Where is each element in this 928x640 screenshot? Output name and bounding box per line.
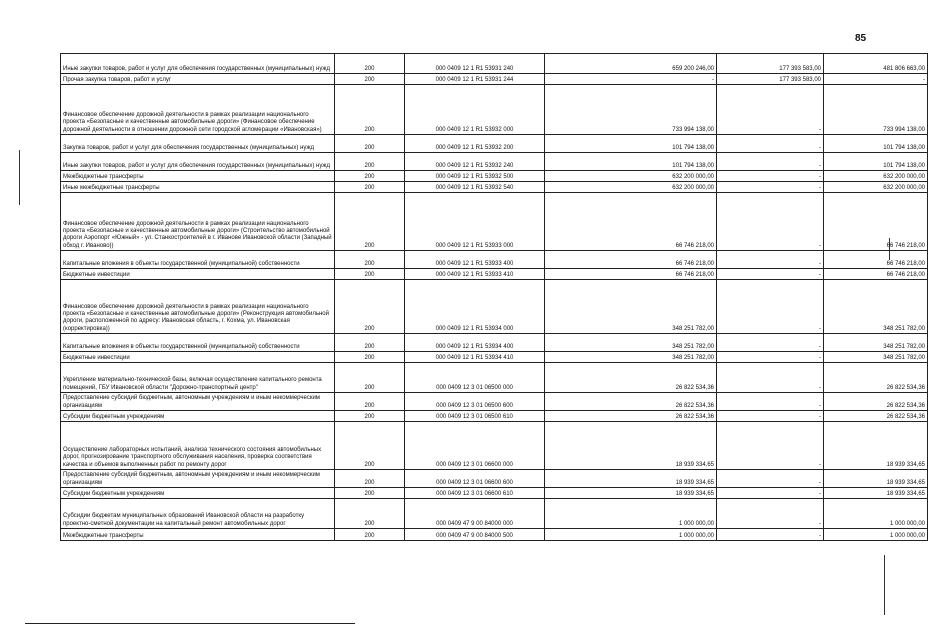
row-value-3: 26 822 534,36 <box>824 363 928 393</box>
row-kvsr: 200 <box>335 499 405 529</box>
row-code: 000 0409 12 1 R1 53934 000 <box>405 280 545 334</box>
row-code: 000 0409 12 3 01 06500 600 <box>405 393 545 411</box>
table-row <box>61 74 928 85</box>
table-row <box>61 352 928 363</box>
row-name: Предоставление субсидий бюджетным, автономным учреждениям и иным некоммерческим организациям <box>61 470 335 488</box>
row-code: 000 0409 12 1 R1 53931 244 <box>405 74 545 85</box>
table-row <box>61 269 928 280</box>
row-kvsr: 200 <box>335 269 405 280</box>
row-value-2: - <box>717 411 824 422</box>
row-value-1: 18 939 334,65 <box>545 488 717 499</box>
row-code: 000 0409 12 1 R1 53934 400 <box>405 334 545 352</box>
row-value-3: 18 939 334,65 <box>824 488 928 499</box>
row-name: Иные межбюджетные трансферты <box>61 182 335 193</box>
row-name: Финансовое обеспечение дорожной деятельности в рамках реализации национального проекта «Безопасные и качественные автомобильные дороги» (Строительство автомобильной дороги Аэропорт «Южный» - ул. Станкостроителей в г. Иванове Ивановской области (Западный обход г. Иваново)) <box>61 193 335 251</box>
row-value-1: 18 939 334,65 <box>545 470 717 488</box>
row-name: Прочая закупка товаров, работ и услуг <box>61 74 335 85</box>
row-name: Межбюджетные трансферты <box>61 529 335 541</box>
row-value-1: 101 794 138,00 <box>545 153 717 171</box>
table-row <box>61 411 928 422</box>
row-code: 000 0409 47 9 00 84000 000 <box>405 499 545 529</box>
table-row <box>61 393 928 411</box>
table-row <box>61 529 928 541</box>
row-name: Укрепление материально-технической базы, включая осуществление капитального ремонта помещений, ГБУ Ивановской области "Дорожно-транспортный центр" <box>61 363 335 393</box>
table-row <box>61 85 928 135</box>
row-value-2: - <box>717 529 824 541</box>
row-code: 000 0409 12 1 R1 53932 200 <box>405 135 545 153</box>
row-value-3: 66 746 218,00 <box>824 269 928 280</box>
row-value-3: 66 746 218,00 <box>824 251 928 269</box>
row-kvsr: 200 <box>335 470 405 488</box>
table-row <box>61 153 928 171</box>
row-name: Субсидии бюджетным учреждениям <box>61 411 335 422</box>
table-row <box>61 54 928 74</box>
row-value-2: 177 393 583,00 <box>717 74 824 85</box>
row-name: Капитальные вложения в объекты государственной (муниципальной) собственности <box>61 251 335 269</box>
row-value-3: 101 794 138,00 <box>824 135 928 153</box>
table-row <box>61 280 928 334</box>
row-value-2: - <box>717 363 824 393</box>
row-kvsr: 200 <box>335 529 405 541</box>
row-value-2: - <box>717 182 824 193</box>
row-value-3: 348 251 782,00 <box>824 352 928 363</box>
row-value-3: 481 806 663,00 <box>824 54 928 74</box>
row-name: Предоставление субсидий бюджетным, автономным учреждениям и иным некоммерческим организациям <box>61 393 335 411</box>
row-kvsr: 200 <box>335 85 405 135</box>
row-kvsr: 200 <box>335 74 405 85</box>
row-kvsr: 200 <box>335 488 405 499</box>
budget-table <box>60 53 928 541</box>
row-kvsr: 200 <box>335 135 405 153</box>
row-value-3: 26 822 534,36 <box>824 411 928 422</box>
row-name: Закупка товаров, работ и услуг для обеспечения государственных (муниципальных) нужд <box>61 135 335 153</box>
page-number: 85 <box>855 33 867 44</box>
row-value-2: - <box>717 488 824 499</box>
row-code: 000 0409 12 1 R1 53934 410 <box>405 352 545 363</box>
row-value-3: 18 939 334,65 <box>824 470 928 488</box>
row-code: 000 0409 12 1 R1 53933 000 <box>405 193 545 251</box>
row-code: 000 0409 12 1 R1 53932 240 <box>405 153 545 171</box>
row-kvsr: 200 <box>335 251 405 269</box>
row-value-1: 348 251 782,00 <box>545 280 717 334</box>
row-code: 000 0409 12 3 01 06500 610 <box>405 411 545 422</box>
row-code: 000 0409 12 1 R1 53933 400 <box>405 251 545 269</box>
row-name: Бюджетные инвестиции <box>61 352 335 363</box>
row-name: Иные закупки товаров, работ и услуг для обеспечения государственных (муниципальных) нужд <box>61 153 335 171</box>
row-value-2: - <box>717 280 824 334</box>
table-row <box>61 135 928 153</box>
table-row <box>61 363 928 393</box>
row-name: Финансовое обеспечение дорожной деятельности в рамках реализации национального проекта «Безопасные и качественные автомобильные дороги» (Финансовое обеспечение дорожной деятельности в отношении дорожной сети городской агломерации «Ивановская») <box>61 85 335 135</box>
table-row <box>61 182 928 193</box>
row-name: Бюджетные инвестиции <box>61 269 335 280</box>
row-kvsr: 200 <box>335 352 405 363</box>
row-value-2: - <box>717 153 824 171</box>
row-value-2: - <box>717 422 824 470</box>
row-value-1: 18 939 334,65 <box>545 422 717 470</box>
row-value-2: - <box>717 135 824 153</box>
row-value-1: 26 822 534,36 <box>545 393 717 411</box>
row-value-1: 348 251 782,00 <box>545 352 717 363</box>
row-kvsr: 200 <box>335 153 405 171</box>
row-value-3: 1 000 000,00 <box>824 499 928 529</box>
row-code: 000 0409 12 3 01 06600 610 <box>405 488 545 499</box>
row-code: 000 0409 47 9 00 84000 500 <box>405 529 545 541</box>
footer-rule <box>25 623 355 624</box>
right-edge-mark <box>884 555 885 615</box>
table-row <box>61 334 928 352</box>
row-code: 000 0409 12 1 R1 53932 500 <box>405 171 545 182</box>
row-value-1: 659 200 246,00 <box>545 54 717 74</box>
row-kvsr: 200 <box>335 422 405 470</box>
row-value-3: 26 822 534,36 <box>824 393 928 411</box>
row-code: 000 0409 12 3 01 06600 000 <box>405 422 545 470</box>
row-code: 000 0409 12 1 R1 53932 540 <box>405 182 545 193</box>
row-value-3: 1 000 000,00 <box>824 529 928 541</box>
row-name: Осуществление лабораторных испытаний, анализа технического состояния автомобильных дорог, прогнозирование транспортного обслуживания населения, проверка соответствия качества и объемов выполненных работ по ремонту дорог <box>61 422 335 470</box>
row-value-3: 18 939 334,65 <box>824 422 928 470</box>
row-value-2: 177 393 583,00 <box>717 54 824 74</box>
table-row <box>61 488 928 499</box>
row-kvsr: 200 <box>335 280 405 334</box>
row-value-1: - <box>545 74 717 85</box>
row-value-2: - <box>717 171 824 182</box>
row-value-1: 26 822 534,36 <box>545 411 717 422</box>
row-value-2: - <box>717 393 824 411</box>
row-kvsr: 200 <box>335 393 405 411</box>
row-kvsr: 200 <box>335 171 405 182</box>
row-kvsr: 200 <box>335 54 405 74</box>
row-value-3: 66 746 218,00 <box>824 193 928 251</box>
row-name: Финансовое обеспечение дорожной деятельности в рамках реализации национального проекта «Безопасные и качественные автомобильные дороги» (Реконструкция автомобильной дороги, расположенной по адресу: Ивановская область, г. Кохма, ул. Ивановская (корректировка)) <box>61 280 335 334</box>
row-name: Субсидии бюджетным учреждениям <box>61 488 335 499</box>
row-value-2: - <box>717 334 824 352</box>
row-name: Субсидии бюджетам муниципальных образований Ивановской области на разработку проектно-сметной документации на капитальный ремонт автомобильных дорог <box>61 499 335 529</box>
row-kvsr: 200 <box>335 411 405 422</box>
table-row <box>61 422 928 470</box>
row-value-3: 632 200 000,00 <box>824 171 928 182</box>
row-value-1: 66 746 218,00 <box>545 251 717 269</box>
row-value-3: 733 994 138,00 <box>824 85 928 135</box>
table-row <box>61 171 928 182</box>
row-name: Капитальные вложения в объекты государственной (муниципальной) собственности <box>61 334 335 352</box>
row-value-1: 1 000 000,00 <box>545 499 717 529</box>
row-name: Иные закупки товаров, работ и услуг для обеспечения государственных (муниципальных) нужд <box>61 54 335 74</box>
row-code: 000 0409 12 1 R1 53932 000 <box>405 85 545 135</box>
row-code: 000 0409 12 1 R1 53931 240 <box>405 54 545 74</box>
row-code: 000 0409 12 3 01 06600 600 <box>405 470 545 488</box>
row-value-3: 632 200 000,00 <box>824 182 928 193</box>
row-kvsr: 200 <box>335 182 405 193</box>
row-name: Межбюджетные трансферты <box>61 171 335 182</box>
row-value-1: 66 746 218,00 <box>545 193 717 251</box>
table-row <box>61 470 928 488</box>
row-value-2: - <box>717 470 824 488</box>
row-value-1: 66 746 218,00 <box>545 269 717 280</box>
row-value-1: 348 251 782,00 <box>545 334 717 352</box>
row-value-1: 1 000 000,00 <box>545 529 717 541</box>
left-margin-mark <box>19 150 20 205</box>
row-value-1: 632 200 000,00 <box>545 182 717 193</box>
row-value-1: 632 200 000,00 <box>545 171 717 182</box>
row-value-3: 348 251 782,00 <box>824 280 928 334</box>
table-row <box>61 499 928 529</box>
row-value-2: - <box>717 193 824 251</box>
row-value-3: - <box>824 74 928 85</box>
table-row <box>61 251 928 269</box>
table-row <box>61 193 928 251</box>
row-code: 000 0409 12 1 R1 53933 410 <box>405 269 545 280</box>
row-value-2: - <box>717 269 824 280</box>
row-value-2: - <box>717 85 824 135</box>
row-value-2: - <box>717 499 824 529</box>
row-value-1: 733 994 138,00 <box>545 85 717 135</box>
row-kvsr: 200 <box>335 363 405 393</box>
row-value-1: 101 794 138,00 <box>545 135 717 153</box>
row-kvsr: 200 <box>335 334 405 352</box>
row-value-2: - <box>717 251 824 269</box>
row-kvsr: 200 <box>335 193 405 251</box>
row-value-3: 348 251 782,00 <box>824 334 928 352</box>
row-value-3: 101 794 138,00 <box>824 153 928 171</box>
row-value-1: 26 822 534,36 <box>545 363 717 393</box>
row-value-2: - <box>717 352 824 363</box>
row-code: 000 0409 12 3 01 06500 000 <box>405 363 545 393</box>
